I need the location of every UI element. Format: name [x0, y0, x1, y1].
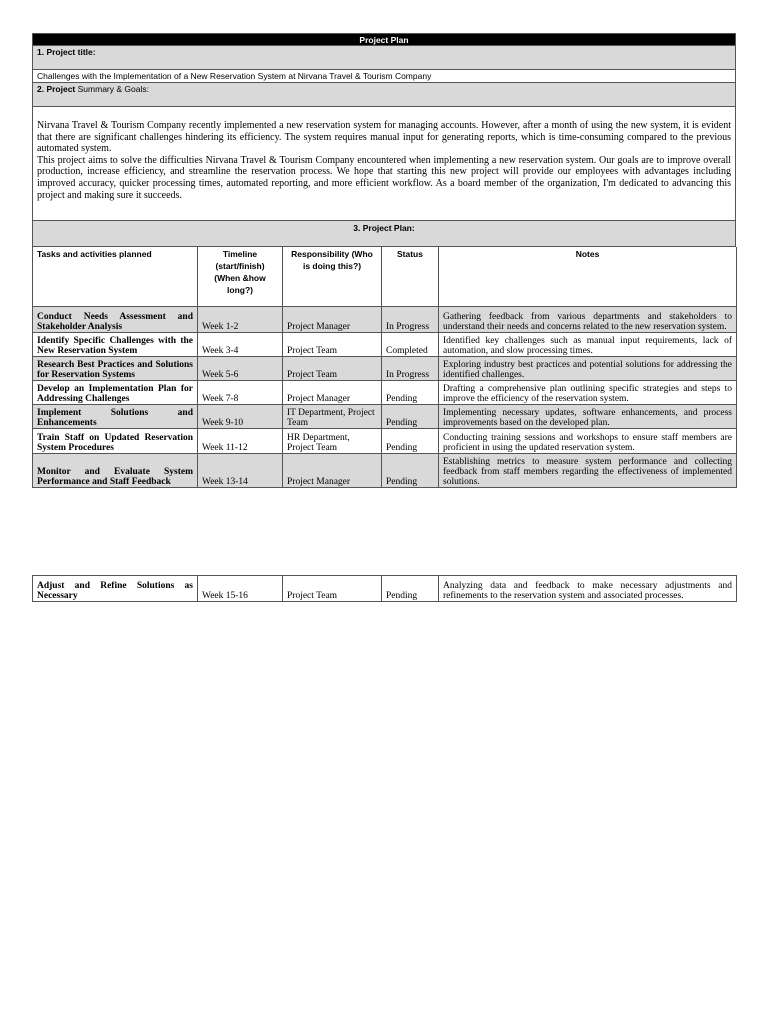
- status-cell: Pending: [382, 454, 439, 488]
- summary-paragraph-2: This project aims to solve the difficulties Nirvana Travel & Tourism Company encountered when implementing a new reservation system. Our goals are to improve overall production, increase efficiency, and streamline the reservation process. We hope that starting this new project will provide our employees with advantages including improved accuracy, quicker processing times, automated reporting, and more efficient workflow. As a board member of the organization, I'm dedicated to advancing this project and making sure it succeeds.: [37, 154, 731, 201]
- summary-paragraph-1: Nirvana Travel & Tourism Company recently implemented a new reservation system for managing accounts. However, after a month of using the new system, it is evident that there are significant challenges hindering its efficiency. The system requires manual input for generating reports, which is time-consuming compared to the previous automated system.: [37, 120, 731, 155]
- responsibility-cell: Project Manager: [283, 307, 382, 333]
- notes-cell: Gathering feedback from various departments and stakeholders to understand their needs and concerns related to the new reservation system.: [439, 307, 737, 333]
- responsibility-cell: Project Team: [283, 576, 382, 602]
- column-header-status: Status: [382, 247, 439, 307]
- responsibility-cell: HR Department, Project Team: [283, 429, 382, 454]
- task-cell: Implement Solutions and Enhancements: [33, 405, 198, 429]
- column-header-responsibility: Responsibility (Who is doing this?): [283, 247, 382, 307]
- responsibility-cell: Project Manager: [283, 381, 382, 405]
- status-cell: Pending: [382, 381, 439, 405]
- column-header-tasks: Tasks and activities planned: [33, 247, 198, 307]
- timeline-cell: Week 13-14: [198, 454, 283, 488]
- responsibility-cell: IT Department, Project Team: [283, 405, 382, 429]
- timeline-cell: Week 9-10: [198, 405, 283, 429]
- summary-label-rest: Summary & Goals:: [75, 84, 149, 94]
- timeline-cell: Week 3-4: [198, 333, 283, 357]
- task-cell: Conduct Needs Assessment and Stakeholder Analysis: [33, 307, 198, 333]
- task-cell: Identify Specific Challenges with the New Reservation System: [33, 333, 198, 357]
- status-cell: Pending: [382, 429, 439, 454]
- status-cell: Completed: [382, 333, 439, 357]
- task-cell: Monitor and Evaluate System Performance and Staff Feedback: [33, 454, 198, 488]
- responsibility-cell: Project Manager: [283, 454, 382, 488]
- status-cell: Pending: [382, 405, 439, 429]
- column-header-notes: Notes: [439, 247, 737, 307]
- task-cell: Develop an Implementation Plan for Addressing Challenges: [33, 381, 198, 405]
- notes-cell: Identified key challenges such as manual input requirements, lack of automation, and slow processing times.: [439, 333, 737, 357]
- task-cell: Research Best Practices and Solutions for Reservation Systems: [33, 357, 198, 381]
- project-plan-table: [32, 247, 737, 488]
- timeline-cell: Week 7-8: [198, 381, 283, 405]
- project-title-label-text: 1. Project title:: [37, 47, 96, 57]
- notes-cell: Implementing necessary updates, software enhancements, and process improvements based on the developed plan.: [439, 405, 737, 429]
- summary-label-bold: 2. Project: [37, 84, 76, 94]
- responsibility-cell: Project Team: [283, 357, 382, 381]
- notes-cell: Conducting training sessions and workshops to ensure staff members are proficient in using the updated reservation system.: [439, 429, 737, 454]
- table-row: [33, 307, 737, 333]
- column-header-timeline: Timeline (start/finish) (When &how long?): [198, 247, 283, 307]
- table-row: [33, 576, 737, 602]
- project-title-label: [32, 46, 736, 70]
- document-title-bar: Project Plan: [32, 33, 736, 46]
- status-cell: Pending: [382, 576, 439, 602]
- responsibility-cell: Project Team: [283, 333, 382, 357]
- table-row: [33, 429, 737, 454]
- status-cell: In Progress: [382, 307, 439, 333]
- notes-cell: Exploring industry best practices and potential solutions for addressing the identified challenges.: [439, 357, 737, 381]
- table-row: [33, 454, 737, 488]
- timeline-cell: Week 5-6: [198, 357, 283, 381]
- task-cell: Adjust and Refine Solutions as Necessary: [33, 576, 198, 602]
- timeline-cell: Week 11-12: [198, 429, 283, 454]
- notes-cell: Analyzing data and feedback to make necessary adjustments and refinements to the reservation system and associated processes.: [439, 576, 737, 602]
- summary-text-block: [32, 107, 736, 221]
- task-cell: Train Staff on Updated Reservation System Procedures: [33, 429, 198, 454]
- timeline-cell: Week 1-2: [198, 307, 283, 333]
- timeline-cell: Week 15-16: [198, 576, 283, 602]
- project-plan-document: [32, 33, 736, 488]
- table-row: [33, 333, 737, 357]
- status-cell: In Progress: [382, 357, 439, 381]
- continued-plan-table: [32, 575, 737, 602]
- table-row: [33, 357, 737, 381]
- notes-cell: Establishing metrics to measure system performance and collecting feedback from staff members regarding the effectiveness of implemented solutions.: [439, 454, 737, 488]
- table-row: [33, 381, 737, 405]
- summary-goals-label: [32, 83, 736, 107]
- notes-cell: Drafting a comprehensive plan outlining specific strategies and steps to improve the efficiency of the reservation system.: [439, 381, 737, 405]
- table-header-row: [33, 247, 737, 307]
- project-title-value: Challenges with the Implementation of a New Reservation System at Nirvana Travel & Tourism Company: [32, 70, 736, 83]
- project-plan-label: 3. Project Plan:: [32, 221, 736, 247]
- table-row: [33, 405, 737, 429]
